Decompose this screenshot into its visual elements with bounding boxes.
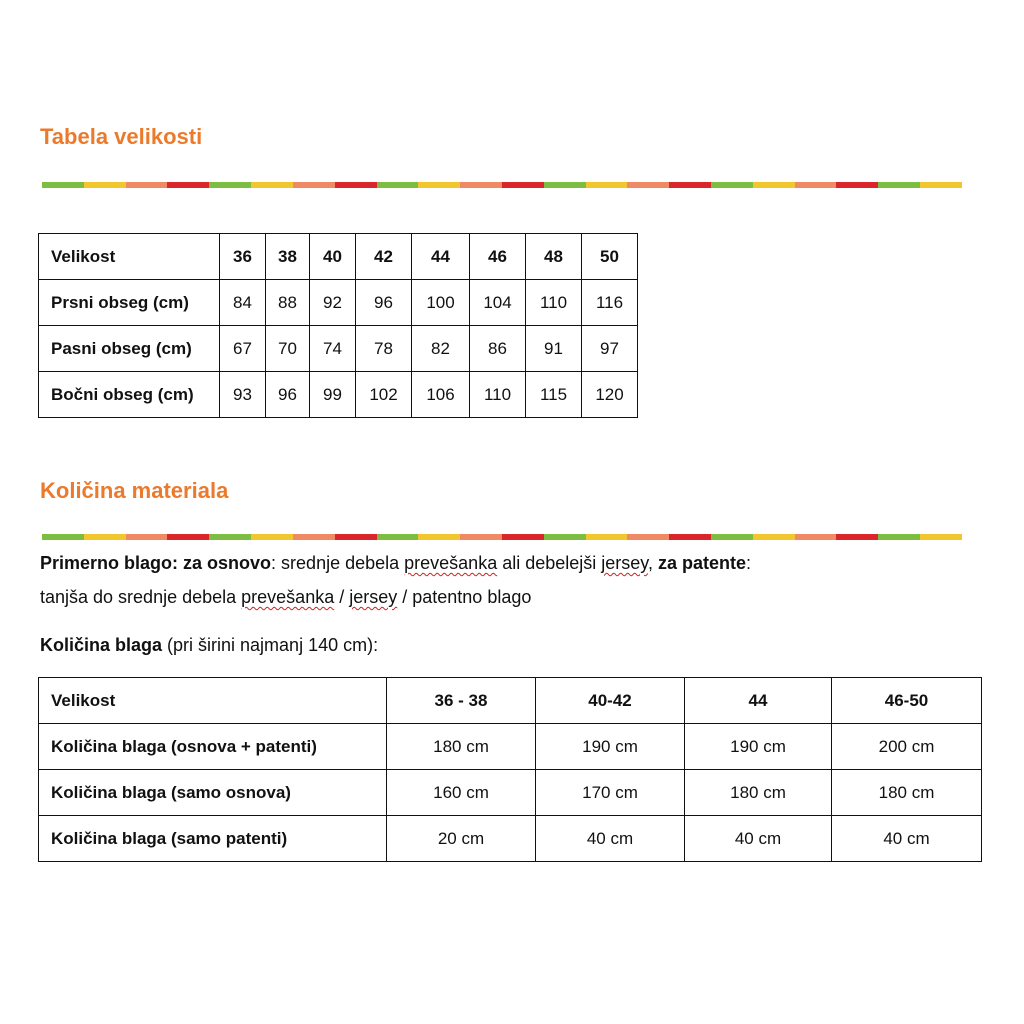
header-cell: 36 - 38 xyxy=(387,678,536,724)
text: tanjša do srednje debela xyxy=(40,587,242,607)
stripe-segment xyxy=(586,182,628,188)
label-cuffs: za patente xyxy=(657,553,746,573)
spellcheck-word: prevešanka xyxy=(404,553,498,573)
table-row xyxy=(39,372,638,418)
stripe-segment xyxy=(836,534,878,540)
spellcheck-word: prevešanka xyxy=(241,587,335,607)
stripe-segment xyxy=(753,182,795,188)
table-row xyxy=(39,326,638,372)
stripe-segment xyxy=(126,182,168,188)
stripe-segment xyxy=(544,182,586,188)
size-table-header-row xyxy=(39,234,638,280)
text: ali debelejši xyxy=(497,553,602,573)
stripe-segment xyxy=(878,534,920,540)
stripe-segment xyxy=(335,534,377,540)
text: / patentno blago xyxy=(397,587,532,607)
stripe-segment xyxy=(335,182,377,188)
table-row xyxy=(39,770,982,816)
stripe-segment xyxy=(795,534,837,540)
table-cell: 92 xyxy=(310,280,356,326)
table-cell: 40 cm xyxy=(685,816,832,862)
row-label: Količina blaga (samo patenti) xyxy=(39,816,387,862)
table-cell: 84 xyxy=(220,280,266,326)
table-cell: 96 xyxy=(356,280,412,326)
stripe-segment xyxy=(251,182,293,188)
spellcheck-word: jersey xyxy=(601,553,648,573)
stripe-segment xyxy=(460,534,502,540)
table-cell: 40 cm xyxy=(536,816,685,862)
table-cell: 99 xyxy=(310,372,356,418)
header-cell: 46 xyxy=(470,234,526,280)
stripe-segment xyxy=(920,534,962,540)
decorative-stripe xyxy=(42,534,962,540)
stripe-segment xyxy=(586,534,628,540)
row-label: Bočni obseg (cm) xyxy=(39,372,220,418)
header-cell: 44 xyxy=(685,678,832,724)
header-cell: 38 xyxy=(266,234,310,280)
stripe-segment xyxy=(377,534,419,540)
stripe-segment xyxy=(878,182,920,188)
stripe-segment xyxy=(126,534,168,540)
table-cell: 100 xyxy=(412,280,470,326)
stripe-segment xyxy=(209,182,251,188)
stripe-segment xyxy=(293,182,335,188)
size-table-heading: Tabela velikosti xyxy=(40,124,203,149)
header-cell: 40-42 xyxy=(536,678,685,724)
table-cell: 82 xyxy=(412,326,470,372)
stripe-segment xyxy=(460,182,502,188)
header-cell: 48 xyxy=(526,234,582,280)
table-cell: 93 xyxy=(220,372,266,418)
table-cell: 88 xyxy=(266,280,310,326)
stripe-segment xyxy=(84,534,126,540)
table-cell: 190 cm xyxy=(536,724,685,770)
decorative-stripe xyxy=(42,182,962,188)
stripe-segment xyxy=(669,182,711,188)
header-cell: 40 xyxy=(310,234,356,280)
stripe-segment xyxy=(627,182,669,188)
fabric-table-header-row xyxy=(39,678,982,724)
material-heading: Količina materiala xyxy=(40,478,229,503)
table-cell: 104 xyxy=(470,280,526,326)
stripe-segment xyxy=(209,534,251,540)
stripe-segment xyxy=(711,182,753,188)
table-cell: 97 xyxy=(582,326,638,372)
table-cell: 20 cm xyxy=(387,816,536,862)
header-cell: 46-50 xyxy=(832,678,982,724)
stripe-segment xyxy=(84,182,126,188)
stripe-segment xyxy=(251,534,293,540)
table-cell: 170 cm xyxy=(536,770,685,816)
row-label: Prsni obseg (cm) xyxy=(39,280,220,326)
stripe-segment xyxy=(167,534,209,540)
table-cell: 106 xyxy=(412,372,470,418)
spellcheck-word: jersey xyxy=(349,587,398,607)
stripe-segment xyxy=(627,534,669,540)
stripe-segment xyxy=(42,534,84,540)
stripe-segment xyxy=(502,182,544,188)
stripe-segment xyxy=(753,534,795,540)
table-cell: 180 cm xyxy=(832,770,982,816)
text: : xyxy=(746,553,752,573)
label-fabric-amount: Količina blaga xyxy=(40,635,163,655)
row-label: Količina blaga (osnova + patenti) xyxy=(39,724,387,770)
table-cell: 116 xyxy=(582,280,638,326)
header-cell: 42 xyxy=(356,234,412,280)
table-cell: 78 xyxy=(356,326,412,372)
table-cell: 200 cm xyxy=(832,724,982,770)
stripe-segment xyxy=(377,182,419,188)
stripe-segment xyxy=(418,182,460,188)
table-cell: 86 xyxy=(470,326,526,372)
table-cell: 180 cm xyxy=(685,770,832,816)
stripe-segment xyxy=(920,182,962,188)
table-cell: 190 cm xyxy=(685,724,832,770)
stripe-segment xyxy=(669,534,711,540)
stripe-segment xyxy=(418,534,460,540)
table-row xyxy=(39,280,638,326)
stripe-segment xyxy=(795,182,837,188)
table-cell: 180 cm xyxy=(387,724,536,770)
stripe-segment xyxy=(502,534,544,540)
stripe-segment xyxy=(167,182,209,188)
stripe-segment xyxy=(836,182,878,188)
header-cell: Velikost xyxy=(39,678,387,724)
stripe-segment xyxy=(544,534,586,540)
table-cell: 40 cm xyxy=(832,816,982,862)
header-cell: 44 xyxy=(412,234,470,280)
table-cell: 115 xyxy=(526,372,582,418)
table-row xyxy=(39,816,982,862)
label-suitable-fabric: Primerno blago: xyxy=(40,553,179,573)
size-table xyxy=(38,233,638,418)
fabric-table xyxy=(38,677,982,862)
text: (pri širini najmanj 140 cm): xyxy=(162,635,379,655)
suitable-fabric-paragraph xyxy=(40,546,980,614)
header-cell: 50 xyxy=(582,234,638,280)
text: / xyxy=(334,587,350,607)
table-cell: 67 xyxy=(220,326,266,372)
table-cell: 120 xyxy=(582,372,638,418)
header-cell: 36 xyxy=(220,234,266,280)
stripe-segment xyxy=(293,534,335,540)
table-cell: 91 xyxy=(526,326,582,372)
text: : srednje debela xyxy=(271,553,405,573)
table-row xyxy=(39,724,982,770)
table-cell: 96 xyxy=(266,372,310,418)
row-label: Pasni obseg (cm) xyxy=(39,326,220,372)
fabric-amount-paragraph xyxy=(40,628,980,662)
text: , xyxy=(647,553,658,573)
table-cell: 160 cm xyxy=(387,770,536,816)
table-cell: 74 xyxy=(310,326,356,372)
table-cell: 110 xyxy=(470,372,526,418)
table-cell: 102 xyxy=(356,372,412,418)
table-cell: 70 xyxy=(266,326,310,372)
table-cell: 110 xyxy=(526,280,582,326)
row-label: Količina blaga (samo osnova) xyxy=(39,770,387,816)
stripe-segment xyxy=(711,534,753,540)
header-cell: Velikost xyxy=(39,234,220,280)
stripe-segment xyxy=(42,182,84,188)
label-base: za osnovo xyxy=(183,553,272,573)
